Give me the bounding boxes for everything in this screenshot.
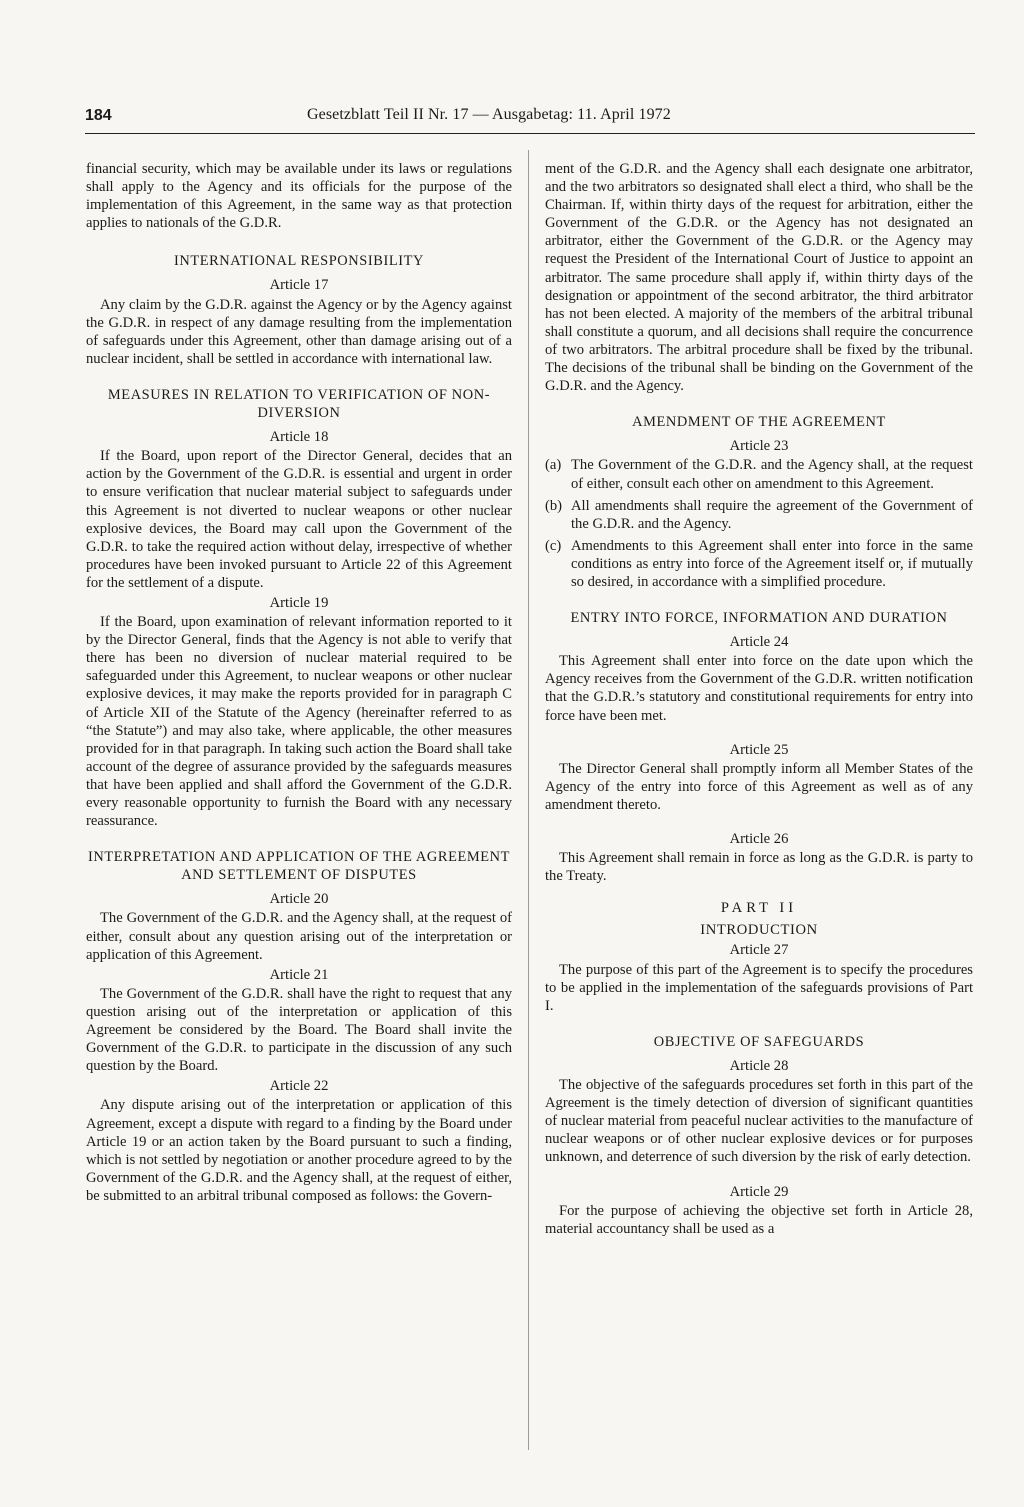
article-19-title: Article 19 [269,594,329,611]
article-21-title: Article 21 [269,966,329,983]
heading-entry-into-force: ENTRY INTO FORCE, INFORMATION AND DURATION [570,610,948,627]
article-28-title: Article 28 [729,1057,789,1074]
article-24-title: Article 24 [729,634,789,651]
article-17-title: Article 17 [269,277,329,294]
column-divider [528,150,529,1450]
article-23-item-c [545,537,973,591]
article-28-text: The objective of the safeguards procedures set forth in this part of the Agreement is the timely detection of diversion of significant quantities of nuclear material from peaceful nuclear activities to the manufacture of nuclear weapons or of other nuclear explosive devices or for purposes unknown, and deterrence of such diversion by the risk of early detection. [545,1077,973,1166]
heading-interpretation-disputes: INTERPRETATION AND APPLICATION OF THE AGREEMENT AND SETTLEMENT OF DISPUTES [87,849,511,884]
article-17-text: Any claim by the G.D.R. against the Agency or by the Agency against the G.D.R. in respect of any damage resulting from the implementation of safeguards under this Agreement, other than damage arising out of a nuclear incident, shall be settled in accordance with international law. [86,296,512,367]
article-20-text: The Government of the G.D.R. and the Agency shall, at the request of either, consult about any question arising out of the interpretation or application of this Agreement. [86,910,512,963]
item-text: The Government of the G.D.R. and the Agency shall, at the request of either, consult each other on amendment to this Agreement. [571,457,973,492]
left-column [86,160,512,1205]
gazette-title: Gesetzblatt Teil II Nr. 17 — Ausgabetag: 11. April 1972 [307,106,671,123]
heading-objective-safeguards: OBJECTIVE OF SAFEGUARDS [653,1033,865,1050]
article-22-text: Any dispute arising out of the interpretation or application of this Agreement, except a dispute with regard to a finding by the Board under Article 19 or an action taken by the Board pursuant to such a finding, which is not settled by negotiation or another procedure agreed to by the Government of the G.D.R. and the Agency shall, at the request of either, be submitted to an arbitral tribunal composed as follows: the Govern- [86,1097,512,1204]
article-27-title: Article 27 [729,942,789,959]
intro-paragraph: financial security, which may be available under its laws or regulations shall apply to the Agency and its officials for the purpose of the implementation of this Agreement, in the same way as that protection applies to nationals of the G.D.R. [86,161,512,232]
page-header [85,103,975,134]
article-23-title: Article 23 [729,438,789,455]
article-26-title: Article 26 [729,831,789,847]
item-text: Amendments to this Agreement shall enter into force in the same conditions as entry into force of the Agreement itself or, if mutually so desired, in accordance with a simplified procedure. [571,537,973,590]
article-23-item-a [545,456,973,492]
article-19-text: If the Board, upon examination of relevant information reported to it by the Director General, finds that the Agency is not able to verify that there has been no diversion of nuclear material required to be safeguarded under this Agreement, to nuclear weapons or other nuclear explosive devices, it may make the reports provided for in paragraph C of Article XII of the Statute of the Agency (hereinafter referred to as “the Statute”) and may also take, where applicable, the other measures provided for in that paragraph. In taking such action the Board shall take account of the degree of assurance provided by the safeguards measures that have been applied and shall afford the Government of the G.D.R. every reasonable opportunity to furnish the Board with any necessary reassurance. [86,614,512,830]
article-25-title: Article 25 [729,741,789,758]
article-20-title: Article 20 [269,891,329,908]
heading-amendment: AMENDMENT OF THE AGREEMENT [632,414,886,431]
heading-measures-verification: MEASURES IN RELATION TO VERIFICATION OF NON-DIVERSION [107,386,491,422]
article-26-text: This Agreement shall remain in force as long as the G.D.R. is party to the Treaty. [545,850,973,885]
item-label: (c) [545,537,562,554]
article-23-item-b [545,497,973,533]
item-label: (a) [545,457,562,474]
page-number: 184 [85,107,112,124]
item-text: All amendments shall require the agreement of the Government of the G.D.R. and the Agency. [571,497,973,532]
article-18-text: If the Board, upon report of the Director General, decides that an action by the Government of the G.D.R. is essential and urgent in order to ensure verification that nuclear material subject to safeguards under this Agreement is not diverted to nuclear weapons or other nuclear explosive devices, the Board may call upon the Government of the G.D.R. to take the required action without delay, irrespective of whether procedures have been invoked pursuant to Article 22 of this Agreement for the settlement of a dispute. [86,448,512,591]
item-label: (b) [545,497,563,514]
article-22-title: Article 22 [269,1078,329,1095]
article-25-text: The Director General shall promptly inform all Member States of the Agency of the entry into force of this Agreement as well as of any amendment thereto. [545,760,973,813]
right-column [545,160,973,1238]
article-24-text: This Agreement shall enter into force on the date upon which the Agency receives from the Government of the G.D.R. written notification that the G.D.R.’s statutory and constitutional requirements for entry into force have been met. [545,653,973,724]
heading-international-responsibility: INTERNATIONAL RESPONSIBILITY [173,253,425,270]
article-22-continuation: ment of the G.D.R. and the Agency shall each designate one arbitrator, and the two arbitrators so designated shall elect a third, who shall be the Chairman. If, within thirty days of the request for arbitration, either the Government of the G.D.R. or the Agency has not designated an arbitrator, either the Government of the G.D.R. or the Agency may request the President of the International Court of Justice to appoint an arbitrator. The same procedure shall apply if, within thirty days of the designation or appointment of the second arbitrator, the third arbitrator has not been elected. A majority of the members of the arbitral tribunal shall constitute a quorum, and all decisions shall require the concurrence of two arbitrators. The arbitral procedure shall be fixed by the tribunal. The decisions of the tribunal shall be binding on the Government of the G.D.R. and the Agency. [545,161,973,395]
heading-introduction: INTRODUCTION [700,922,818,939]
article-29-title: Article 29 [729,1183,789,1200]
article-18-title: Article 18 [269,429,329,446]
part-ii-title: PART II [720,900,798,917]
article-27-text: The purpose of this part of the Agreement is to specify the procedures to be applied in the implementation of the safeguards provisions of Part I. [545,961,973,1014]
article-29-text: For the purpose of achieving the objective set forth in Article 28, material accountancy shall be used as a [545,1202,973,1237]
article-21-text: The Government of the G.D.R. shall have the right to request that any question arising out of the interpretation or application of this Agreement be considered by the Board. The Board shall invite the Government of the G.D.R. to participate in the discussion of any such question by the Board. [86,985,512,1075]
